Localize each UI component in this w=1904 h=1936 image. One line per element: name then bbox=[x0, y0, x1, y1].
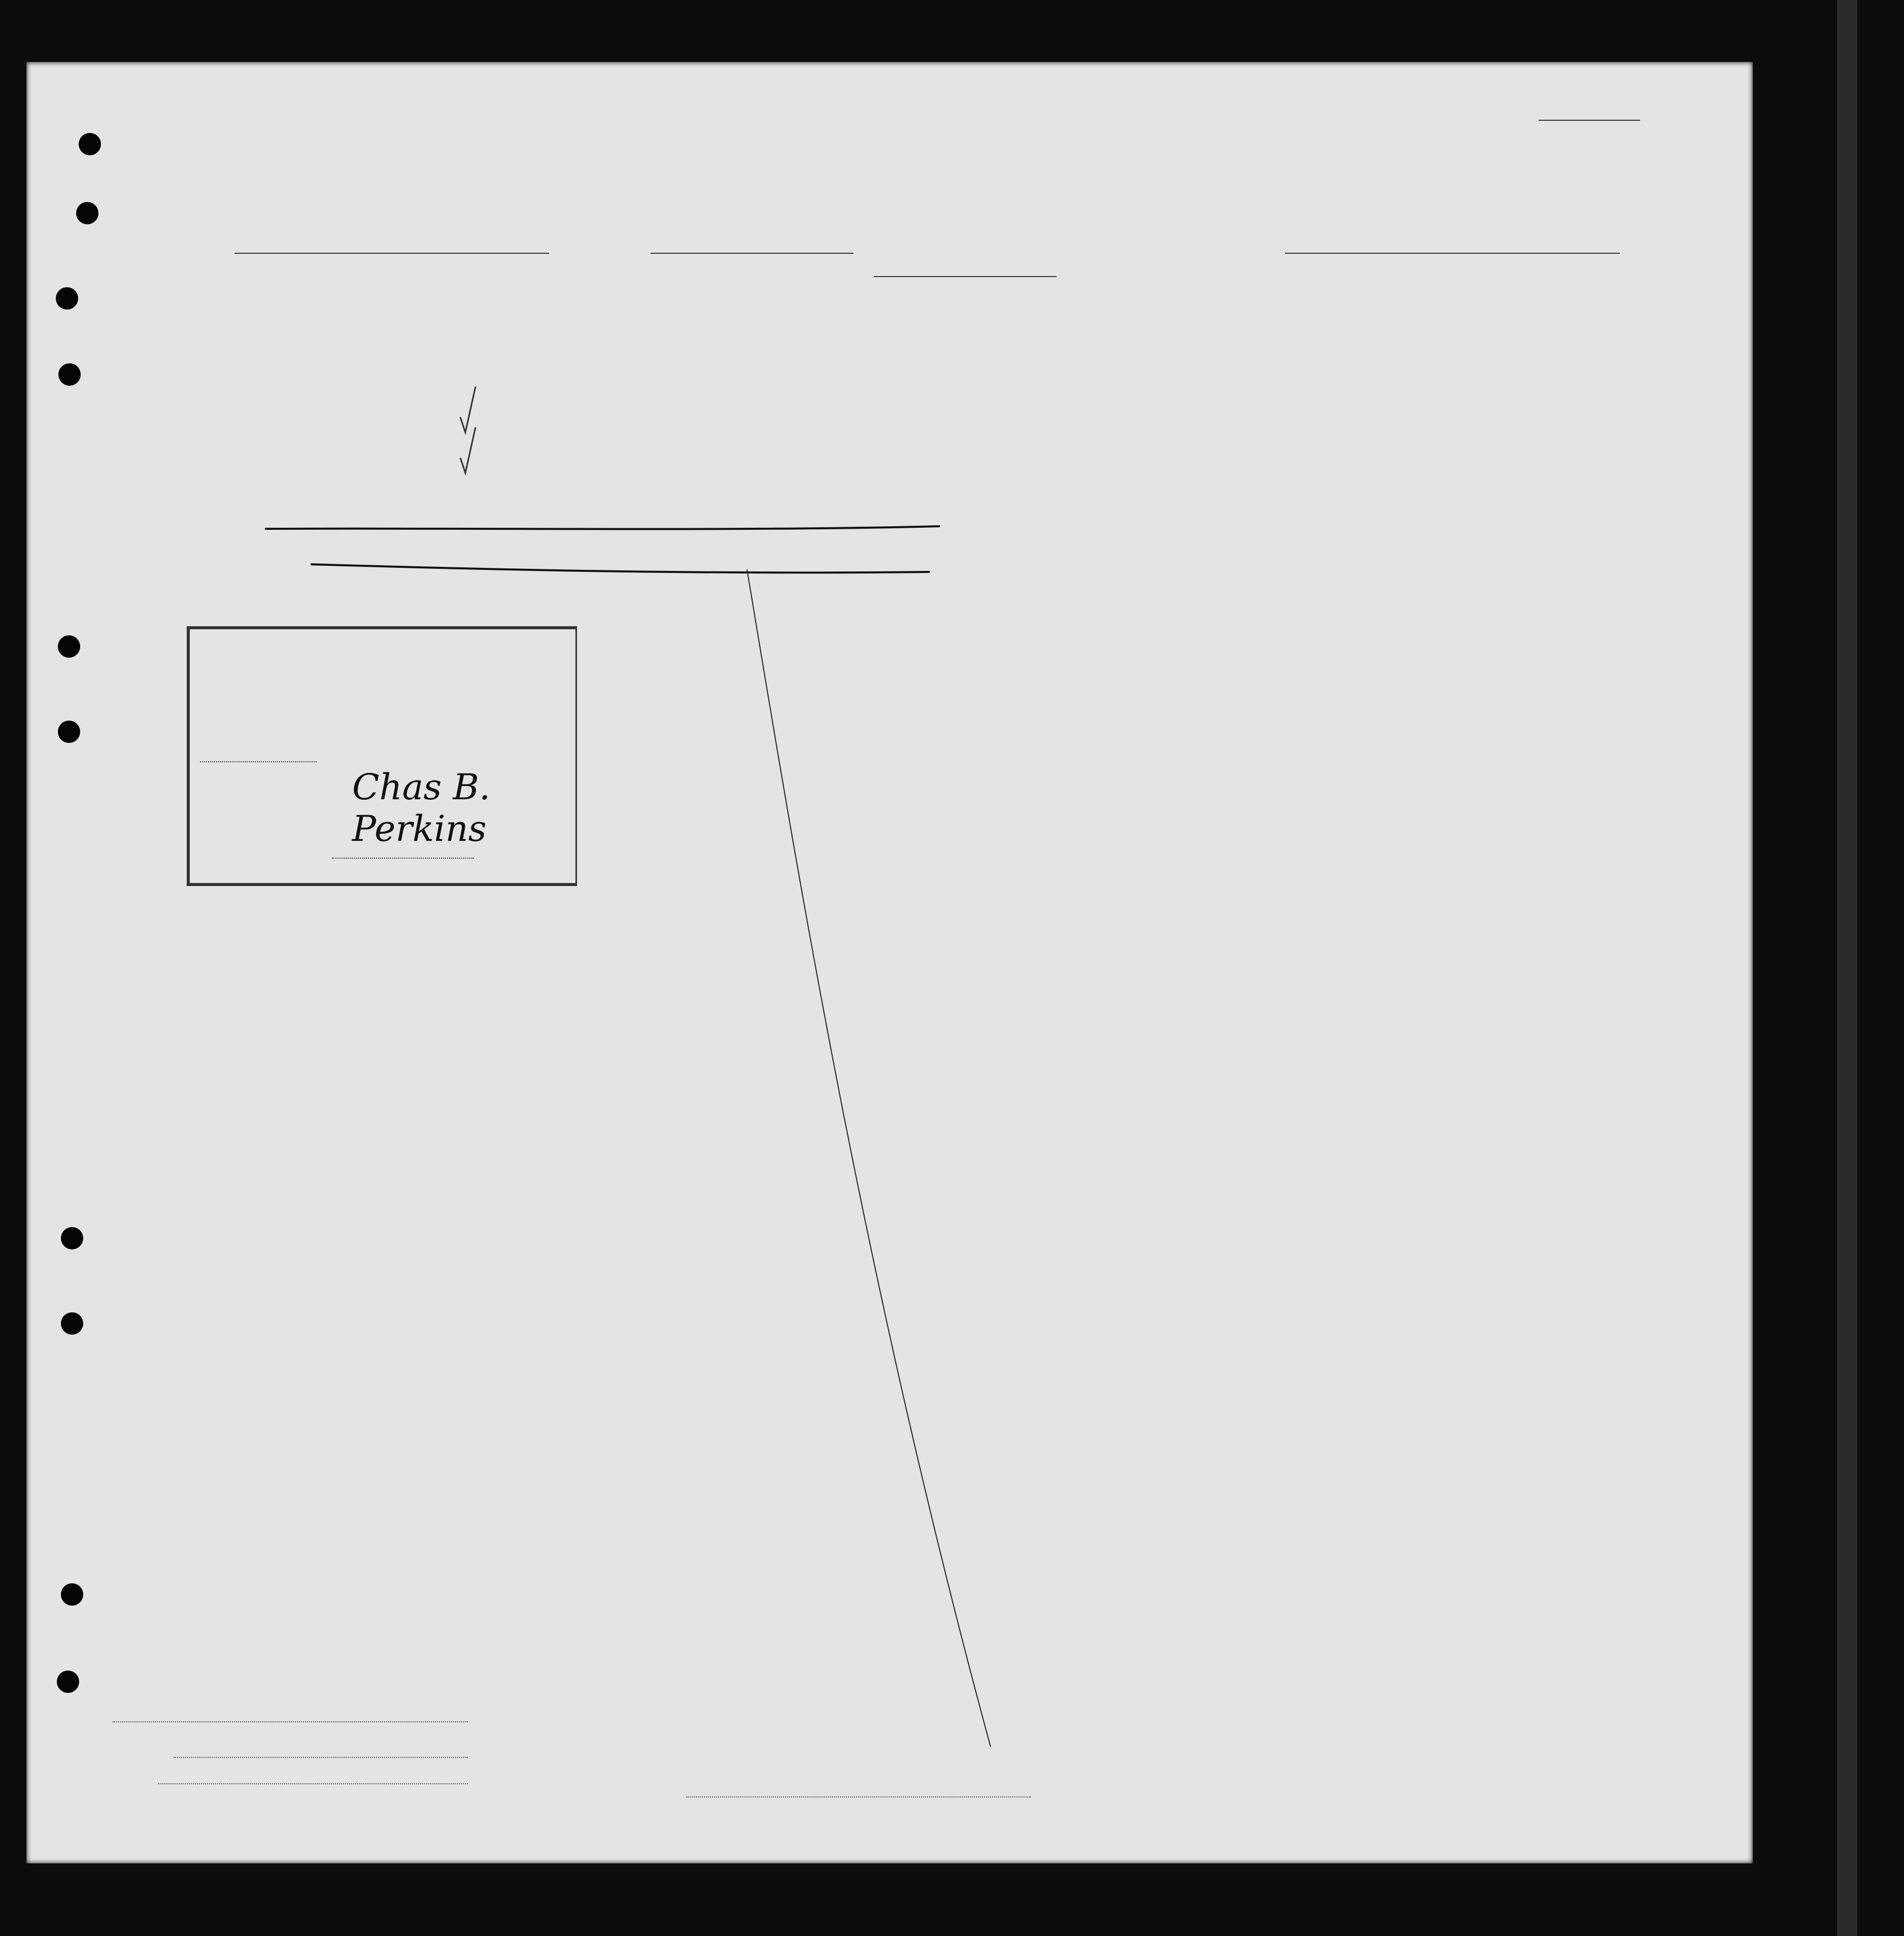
binder-hole bbox=[61, 1312, 83, 1335]
footer-owners-value bbox=[174, 1757, 468, 1758]
stamp-date-value bbox=[332, 858, 474, 859]
footer-agents-value bbox=[158, 1783, 468, 1784]
manifest-sheet bbox=[26, 62, 1753, 1863]
binder-hole bbox=[61, 1227, 83, 1249]
binder-hole bbox=[57, 1671, 79, 1693]
binder-hole bbox=[61, 1583, 83, 1606]
pencil-stroke bbox=[747, 569, 991, 1747]
binder-hole bbox=[58, 635, 80, 658]
footer-line-value bbox=[113, 1721, 468, 1722]
handwritten-lines bbox=[26, 62, 1753, 1863]
binder-hole bbox=[58, 721, 80, 743]
film-edge bbox=[1837, 0, 1857, 1936]
stamp-via bbox=[200, 761, 317, 762]
inspector-signature-line bbox=[686, 1796, 1031, 1797]
consulate-stamp bbox=[187, 626, 577, 886]
binder-hole bbox=[58, 363, 81, 386]
closed-note-underline-2 bbox=[311, 564, 930, 572]
consul-signature: Chas B. Perkins bbox=[352, 766, 491, 850]
check-mark-1 bbox=[460, 387, 475, 432]
check-mark-2 bbox=[460, 427, 475, 473]
closed-note-underline bbox=[265, 526, 940, 529]
binder-hole bbox=[56, 287, 78, 310]
binder-hole bbox=[76, 202, 98, 224]
binder-hole bbox=[79, 133, 101, 155]
stamp-date bbox=[332, 848, 474, 862]
